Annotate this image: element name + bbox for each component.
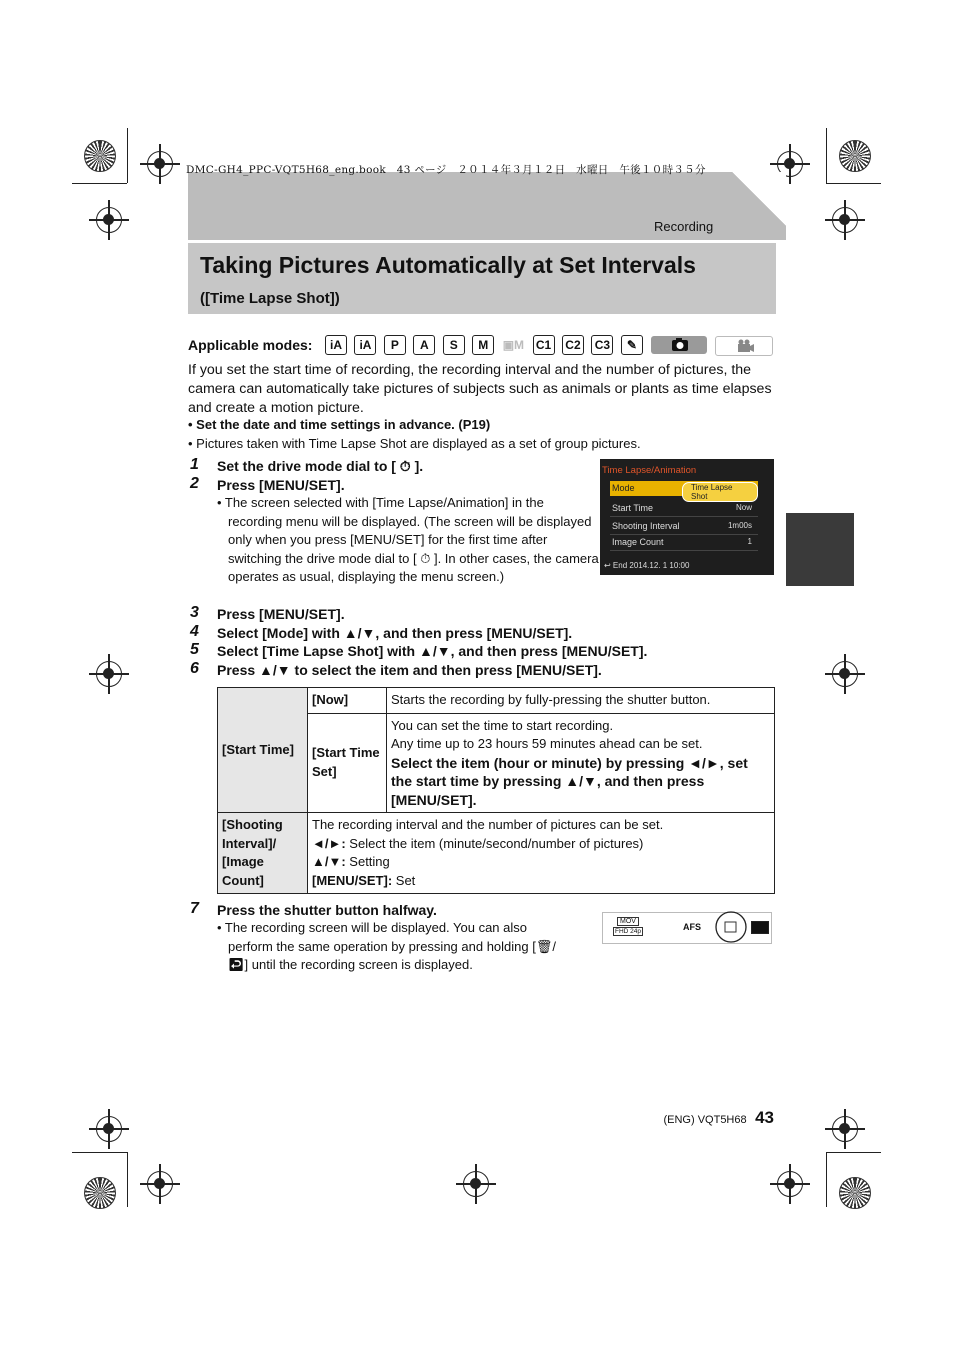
registration-mark-icon — [839, 1177, 871, 1209]
cell-start-time-set: [Start Time Set] — [308, 713, 387, 813]
mode-c3-icon: C3 — [591, 335, 613, 355]
page-title: Taking Pictures Automatically at Set Intervals — [200, 252, 696, 278]
page-number: 43 — [755, 1108, 774, 1127]
mode-p-icon: P — [384, 335, 406, 355]
time-lapse-icon — [713, 909, 749, 945]
afs-label: AFS — [683, 922, 701, 932]
step-1: Set the drive mode dial to [ ⏱ ]. — [217, 458, 424, 474]
recording-screen-strip — [602, 912, 772, 944]
crosshair-mark-icon — [96, 661, 122, 687]
mode-c2-icon: C2 — [562, 335, 584, 355]
cell-start-time-set-desc: You can set the time to start recording. Any time up to 23 hours 59 minutes ahead can be set. Select the item (hour or minute) by pressing ◄/►, set the start time by pressing ▲/▼, and then press [MENU/SET]. — [387, 713, 775, 813]
crosshair-mark-icon — [96, 1116, 122, 1142]
step-4: Select [Mode] with ▲/▼, and then press [MENU/SET]. — [217, 625, 573, 641]
lcd-footer: ↩ End 2014.12. 1 10:00 — [604, 561, 690, 570]
mode-creative-video-icon: ▣M — [502, 338, 525, 352]
crosshair-mark-icon — [147, 151, 173, 177]
crosshair-mark-icon — [832, 661, 858, 687]
crosshair-mark-icon — [463, 1171, 489, 1197]
fhd-badge: FHD 24p — [615, 928, 642, 935]
step-7-note: • The recording screen will be displayed. You can also perform the same operation by pressing and holding [🗑/↩] until the recording screen is displayed. — [217, 920, 556, 972]
mode-c1-icon: C1 — [533, 335, 555, 355]
lcd-row-image-count: Image Count 1 — [610, 535, 758, 551]
intro-note-date: • Set the date and time settings in advance. (P19) — [188, 417, 491, 432]
mode-ia-icon: iA — [325, 335, 347, 355]
step-5: Select [Time Lapse Shot] with ▲/▼, and then press [MENU/SET]. — [217, 643, 648, 659]
step-number: 2 — [190, 475, 199, 492]
intro-paragraph: If you set the start time of recording, the recording interval and the number of pictures, the camera can automatically take pictures of subjects such as animals or plants as time elapses and create a motion picture. — [188, 362, 772, 416]
registration-mark-icon — [839, 140, 871, 172]
registration-mark-icon — [84, 1177, 116, 1209]
cell-now: [Now] — [308, 688, 387, 714]
crosshair-mark-icon — [832, 207, 858, 233]
mode-scene-icon: ✎ — [621, 335, 643, 355]
modes-label: Applicable modes: — [188, 337, 313, 353]
lcd-title: Time Lapse/Animation — [602, 465, 697, 476]
photo-mode-icon — [651, 336, 707, 354]
mode-a-icon: A — [413, 335, 435, 355]
crosshair-mark-icon — [147, 1171, 173, 1197]
section-label: Recording — [654, 219, 714, 234]
step-2-note: • The screen selected with [Time Lapse/Animation] in the recording menu will be displayed. (The screen will be displayed only when you press [MENU/SET] for the first time after switching the drive mode dial to [ ⏱ ]. In other cases, the camera operates as usual, displaying the menu screen.) — [217, 495, 599, 584]
lcd-time-lapse-menu — [600, 459, 774, 575]
step-number: 3 — [190, 604, 199, 621]
mode-s-icon: S — [443, 335, 465, 355]
crosshair-mark-icon — [777, 1171, 803, 1197]
step-7: Press the shutter button halfway. — [217, 902, 437, 918]
lcd-row-mode: Mode Time Lapse Shot — [610, 481, 758, 496]
cell-now-desc: Starts the recording by fully-pressing the shutter button. — [387, 688, 775, 714]
page-subtitle: ([Time Lapse Shot]) — [200, 290, 340, 307]
step-number: 1 — [190, 456, 199, 473]
cell-start-time: [Start Time] — [218, 688, 308, 813]
settings-table — [217, 687, 775, 894]
crosshair-mark-icon — [96, 207, 122, 233]
lcd-row-start-time: Start Time Now — [610, 501, 758, 517]
step-number: 6 — [190, 660, 199, 677]
lcd-row-shooting-interval: Shooting Interval 1m00s — [610, 519, 758, 535]
folio-code: (ENG) VQT5H68 — [663, 1114, 747, 1126]
page-folio — [663, 1108, 774, 1128]
battery-icon — [751, 921, 769, 934]
step-number: 5 — [190, 641, 199, 658]
book-info: DMC-GH4_PPC-VQT5H68_eng.book 43 ページ ２０１４年３月１２日 水曜日 午後１０時３５分 — [186, 164, 706, 176]
video-mode-icon — [715, 336, 773, 356]
mode-icons — [325, 335, 646, 355]
step-number: 7 — [190, 900, 199, 917]
mode-m-icon: M — [472, 335, 494, 355]
mov-badge: MOV — [617, 917, 639, 926]
intro-note-group: • Pictures taken with Time Lapse Shot are displayed as a set of group pictures. — [188, 436, 641, 451]
step-2: Press [MENU/SET]. — [217, 477, 345, 493]
registration-mark-icon — [84, 140, 116, 172]
step-3: Press [MENU/SET]. — [217, 606, 345, 622]
cell-interval-count: [Shooting Interval]/ [Image Count] — [218, 813, 308, 894]
step-number: 4 — [190, 623, 199, 640]
cell-interval-desc: The recording interval and the number of pictures can be set. ◄/►: Select the item (minute/second/number of pictures) ▲/▼: Setting [MENU/SET]: Set — [308, 813, 775, 894]
chapter-tab — [786, 513, 854, 586]
step-6: Press ▲/▼ to select the item and then press [MENU/SET]. — [217, 662, 602, 678]
crosshair-mark-icon — [832, 1116, 858, 1142]
mode-ia-plus-icon: iA — [354, 335, 376, 355]
